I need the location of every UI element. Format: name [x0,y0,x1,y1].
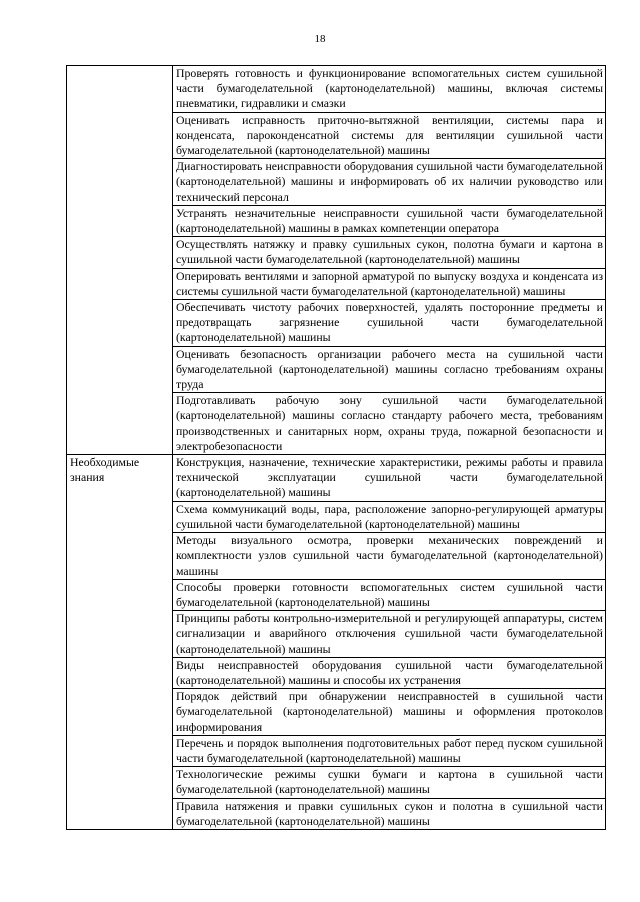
requirement-item: Оценивать безопасность организации рабочего места на сушильной части бумагоделательной (картоноделательной) машины согласно требованиям охраны труда [173,346,606,393]
requirement-item: Перечень и порядок выполнения подготовительных работ перед пуском сушильной части бумагоделательной (картоноделательной) машины [173,735,606,766]
requirement-item: Оперировать вентилями и запорной арматурой по выпуску воздуха и конденсата из системы сушильной части бумагоделательной (картоноделательной) машины [173,268,606,299]
requirement-item: Диагностировать неисправности оборудования сушильной части бумагоделательной (картоноделательной) машины и информировать об их наличии руководство или технический персонал [173,159,606,206]
table-row [67,66,606,113]
requirement-item: Способы проверки готовности вспомогательных систем сушильной части бумагоделательной (картоноделательной) машины [173,579,606,610]
requirement-item: Схема коммуникаций воды, пара, расположение запорно-регулирующей арматуры сушильной части бумагоделательной (картоноделательной) машины [173,501,606,532]
requirement-item: Конструкция, назначение, технические характеристики, режимы работы и правила технической эксплуатации сушильной части бумагоделательной (картоноделательной) машины [173,455,606,502]
requirement-item: Устранять незначительные неисправности сушильной части бумагоделательной (картоноделательной) машины в рамках компетенции оператора [173,205,606,236]
requirement-item: Проверять готовность и функционирование вспомогательных систем сушильной части бумагоделательной (картоноделательной) машины, включая системы пневматики, гидравлики и смазки [173,66,606,113]
requirement-item: Методы визуального осмотра, проверки механических повреждений и комплектности узлов сушильной части бумагоделательной (картоноделательной) машины [173,533,606,580]
requirements-table-body [67,66,606,830]
requirement-item: Порядок действий при обнаружении неисправностей в сушильной части бумагоделательной (картоноделательной) машины и оформления протоколов информирования [173,689,606,736]
requirement-item: Принципы работы контрольно-измерительной и регулирующей аппаратуры, систем сигнализации и аварийного отключения сушильной части бумагоделательной (картоноделательной) машины [173,611,606,658]
requirement-item: Правила натяжения и правки сушильных сукон и полотна в сушильной части бумагоделательной (картоноделательной) машины [173,798,606,829]
section-label: Необходимые знания [67,455,173,830]
requirement-item: Виды неисправностей оборудования сушильной части бумагоделательной (картоноделательной) машины и способы их устранения [173,657,606,688]
page-number: 18 [314,33,326,45]
section-label [67,66,173,455]
requirement-item: Осуществлять натяжку и правку сушильных сукон, полотна бумаги и картона в сушильной части бумагоделательной (картоноделательной) машины [173,237,606,268]
requirement-item: Обеспечивать чистоту рабочих поверхностей, удалять посторонние предметы и предотвращать загрязнение сушильной части бумагоделательной (картоноделательной) машины [173,300,606,347]
requirement-item: Подготавливать рабочую зону сушильной части бумагоделательной (картоноделательной) машины согласно стандарту рабочего места, требованиям производственных и санитарных норм, охраны труда, пожарной безопасности и электробезопасности [173,393,606,455]
requirement-item: Технологические режимы сушки бумаги и картона в сушильной части бумагоделательной (картоноделательной) машины [173,767,606,798]
requirement-item: Оценивать исправность приточно-вытяжной вентиляции, системы пара и конденсата, пароконденсатной системы для вентиляции сушильной части бумагоделательной (картоноделательной) машины [173,112,606,159]
requirements-table [66,65,606,830]
table-row [67,455,606,502]
